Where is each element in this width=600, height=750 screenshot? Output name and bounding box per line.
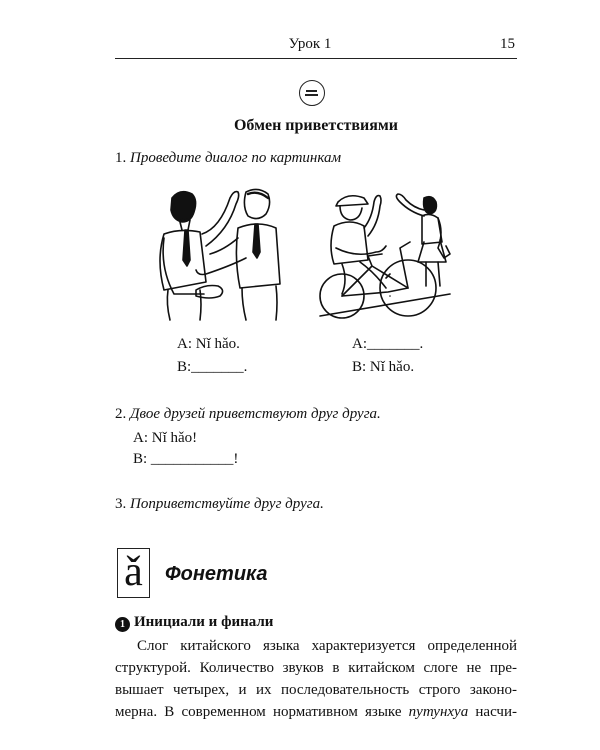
paragraph-line-4 [115, 704, 517, 721]
paragraph-line-4-start: мерна. В современном нормативном языке [115, 704, 409, 720]
exercise-1 [115, 150, 341, 167]
exercise-2-instruction: Двое друзей приветствуют друг друга. [130, 406, 381, 422]
exercise-2-number: 2. [115, 406, 127, 422]
phonetics-letter: ǎ [124, 549, 143, 595]
cyclist-greeting-illustration [312, 178, 462, 328]
exercise-2-line-2: B: ___________! [133, 451, 239, 467]
putonghua-term: путунхуа [408, 704, 469, 720]
section-title: Обмен приветствиями [233, 117, 399, 134]
left-dialog-line-1: A: Nǐ hǎo. [177, 336, 240, 352]
exercise-2-line-1: A: Nǐ hǎo! [133, 430, 198, 446]
exercise-1-number: 1. [115, 150, 127, 166]
exercise-3-number: 3. [115, 496, 127, 512]
chinese-numeral-two-icon [299, 80, 325, 106]
left-dialog-line-2: B:_______. [177, 359, 248, 375]
phonetics-title: Фонетика [165, 563, 268, 585]
paragraph-line-2: структурой. Количество звуков в китайском слоге не пре- [115, 660, 517, 676]
paragraph-line-4-end: насчи- [468, 704, 517, 720]
right-dialog-line-1: A:_______. [352, 336, 424, 352]
exercise-3-instruction: Поприветствуйте друг друга. [130, 496, 324, 512]
header-rule [115, 58, 517, 59]
page-number: 15 [500, 36, 515, 52]
right-dialog-line-2: B: Nǐ hǎo. [352, 359, 415, 375]
subsection-title: Инициали и финали [134, 614, 274, 630]
lesson-title: Урок 1 [288, 36, 332, 52]
paragraph-line-1: Слог китайского языка характеризуется определенной [137, 638, 517, 654]
exercise-1-instruction: Проведите диалог по картинкам [130, 150, 342, 166]
subsection-number-badge: 1 [115, 617, 130, 632]
paragraph-line-3: вышает четырех, и их последовательность строго законо- [115, 682, 517, 698]
handshake-illustration [150, 178, 300, 328]
exercise-2 [115, 406, 381, 423]
exercise-3 [115, 496, 324, 513]
